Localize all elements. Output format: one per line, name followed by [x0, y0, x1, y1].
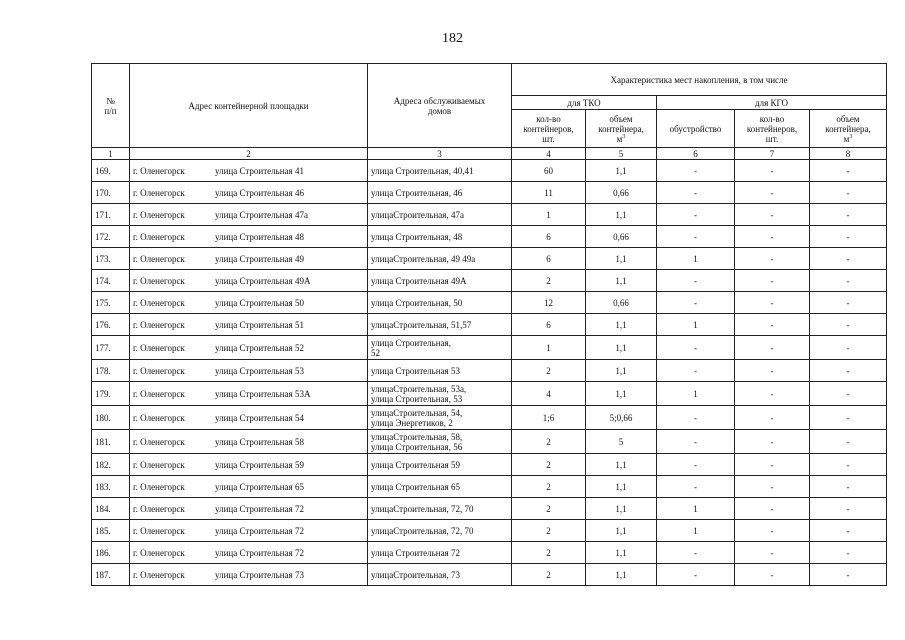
tko-count: 1;6: [512, 406, 586, 430]
row-number: 169.: [92, 160, 130, 182]
row-number: 179.: [92, 382, 130, 406]
table-row: [92, 270, 887, 292]
tko-count: 6: [512, 248, 586, 270]
kgo-count: -: [735, 406, 810, 430]
address-street: улица Строительная 41: [215, 165, 304, 176]
page-number: 182: [442, 31, 463, 46]
address-city: г. Оленегорск: [133, 253, 185, 264]
address-city: г. Оленегорск: [133, 187, 185, 198]
site-address: [130, 382, 368, 406]
tko-volume: 5;0,66: [586, 406, 657, 430]
address-city: г. Оленегорск: [133, 569, 185, 580]
tko-count: 2: [512, 430, 586, 454]
row-number: 177.: [92, 336, 130, 360]
tko-volume: 0,66: [586, 226, 657, 248]
kgo-volume: -: [810, 382, 887, 406]
tko-count: 2: [512, 454, 586, 476]
served-houses: улица Строительная, 50: [368, 292, 512, 314]
table-body: [92, 160, 887, 586]
kgo-count: -: [735, 476, 810, 498]
tko-count: 6: [512, 314, 586, 336]
address-street: улица Строительная 73: [215, 569, 304, 580]
kgo-volume: -: [810, 204, 887, 226]
kgo-equipment: -: [657, 430, 735, 454]
header-tko: для ТКО: [512, 96, 657, 110]
site-address: [130, 454, 368, 476]
tko-volume: 1,1: [586, 270, 657, 292]
header-num: № п/п: [92, 64, 130, 148]
tko-count: 2: [512, 360, 586, 382]
tko-count: 2: [512, 520, 586, 542]
kgo-equipment: -: [657, 226, 735, 248]
cubic-superscript: 3: [849, 133, 853, 140]
address-street: улица Строительная 50: [215, 297, 304, 308]
kgo-volume: -: [810, 406, 887, 430]
site-address: [130, 520, 368, 542]
kgo-count: -: [735, 182, 810, 204]
kgo-volume: -: [810, 476, 887, 498]
address-street: улица Строительная 49: [215, 253, 304, 264]
tko-count: 2: [512, 270, 586, 292]
tko-count: 6: [512, 226, 586, 248]
table-row: [92, 160, 887, 182]
table-row: [92, 382, 887, 406]
header-characteristics: Характеристика мест накопления, в том числе: [512, 64, 887, 96]
header-kgo-equipment: обустройство: [657, 110, 735, 148]
kgo-count: -: [735, 248, 810, 270]
address-city: г. Оленегорск: [133, 412, 185, 423]
site-address: [130, 182, 368, 204]
row-number: 180.: [92, 406, 130, 430]
table-row: [92, 292, 887, 314]
tko-volume: 0,66: [586, 292, 657, 314]
served-houses: улица Строительная 49А: [368, 270, 512, 292]
tko-volume: 5: [586, 430, 657, 454]
column-number: 4: [512, 148, 586, 160]
kgo-count: -: [735, 160, 810, 182]
served-houses: улицаСтроительная, 72, 70: [368, 520, 512, 542]
kgo-count: -: [735, 498, 810, 520]
kgo-count: -: [735, 564, 810, 586]
site-address: [130, 564, 368, 586]
row-number: 183.: [92, 476, 130, 498]
address-street: улица Строительная 53А: [215, 388, 311, 399]
tko-volume: 1,1: [586, 160, 657, 182]
kgo-equipment: -: [657, 160, 735, 182]
served-houses: улица Строительная 65: [368, 476, 512, 498]
kgo-volume: -: [810, 270, 887, 292]
site-address: [130, 360, 368, 382]
tko-volume: 1,1: [586, 454, 657, 476]
kgo-volume: -: [810, 336, 887, 360]
site-address: [130, 336, 368, 360]
site-address: [130, 292, 368, 314]
site-address: [130, 248, 368, 270]
header-kgo-count: кол-во контейнеров, шт.: [735, 110, 810, 148]
kgo-volume: -: [810, 454, 887, 476]
row-number: 176.: [92, 314, 130, 336]
address-city: г. Оленегорск: [133, 319, 185, 330]
column-number: 5: [586, 148, 657, 160]
address-street: улица Строительная 72: [215, 525, 304, 536]
kgo-count: -: [735, 454, 810, 476]
served-houses: улица Строительная 72: [368, 542, 512, 564]
kgo-volume: -: [810, 226, 887, 248]
kgo-equipment: -: [657, 406, 735, 430]
row-number: 187.: [92, 564, 130, 586]
table-row: [92, 542, 887, 564]
tko-volume: 1,1: [586, 382, 657, 406]
kgo-equipment: 1: [657, 314, 735, 336]
kgo-count: -: [735, 430, 810, 454]
served-houses: улицаСтроительная, 58, улица Строительная, 56: [368, 430, 512, 454]
table-row: [92, 248, 887, 270]
kgo-equipment: 1: [657, 382, 735, 406]
table-row: [92, 454, 887, 476]
kgo-count: -: [735, 360, 810, 382]
kgo-equipment: -: [657, 476, 735, 498]
address-city: г. Оленегорск: [133, 165, 185, 176]
kgo-equipment: 1: [657, 248, 735, 270]
served-houses: улицаСтроительная, 47а: [368, 204, 512, 226]
address-city: г. Оленегорск: [133, 436, 185, 447]
kgo-count: -: [735, 204, 810, 226]
kgo-count: -: [735, 382, 810, 406]
address-city: г. Оленегорск: [133, 503, 185, 514]
column-number: 8: [810, 148, 887, 160]
kgo-volume: -: [810, 430, 887, 454]
address-street: улица Строительная 53: [215, 365, 304, 376]
address-street: улица Строительная 65: [215, 481, 304, 492]
served-houses: улицаСтроительная, 53а, улица Строительная, 53: [368, 382, 512, 406]
kgo-equipment: -: [657, 454, 735, 476]
table-row: [92, 476, 887, 498]
address-street: улица Строительная 46: [215, 187, 304, 198]
address-street: улица Строительная 51: [215, 319, 304, 330]
tko-count: 60: [512, 160, 586, 182]
tko-volume: 1,1: [586, 564, 657, 586]
tko-volume: 1,1: [586, 248, 657, 270]
served-houses: улица Строительная, 40,41: [368, 160, 512, 182]
row-number: 184.: [92, 498, 130, 520]
kgo-equipment: 1: [657, 520, 735, 542]
kgo-count: -: [735, 226, 810, 248]
kgo-equipment: -: [657, 542, 735, 564]
tko-count: 11: [512, 182, 586, 204]
tko-count: 2: [512, 564, 586, 586]
served-houses: улицаСтроительная, 73: [368, 564, 512, 586]
tko-volume: 1,1: [586, 314, 657, 336]
kgo-equipment: -: [657, 292, 735, 314]
site-address: [130, 226, 368, 248]
site-address: [130, 542, 368, 564]
row-number: 175.: [92, 292, 130, 314]
column-number: 3: [368, 148, 512, 160]
row-number: 181.: [92, 430, 130, 454]
column-number: 6: [657, 148, 735, 160]
header-kgo: для КГО: [657, 96, 887, 110]
kgo-equipment: -: [657, 360, 735, 382]
column-number: 2: [130, 148, 368, 160]
address-city: г. Оленегорск: [133, 459, 185, 470]
tko-volume: 1,1: [586, 336, 657, 360]
kgo-volume: -: [810, 360, 887, 382]
kgo-volume: -: [810, 498, 887, 520]
table-row: [92, 520, 887, 542]
table-row: [92, 336, 887, 360]
table-row: [92, 204, 887, 226]
kgo-equipment: -: [657, 182, 735, 204]
tko-volume: 0,66: [586, 182, 657, 204]
served-houses: улицаСтроительная, 72, 70: [368, 498, 512, 520]
tko-volume: 1,1: [586, 520, 657, 542]
served-houses: улицаСтроительная, 49 49а: [368, 248, 512, 270]
row-number: 186.: [92, 542, 130, 564]
tko-count: 2: [512, 476, 586, 498]
table-row: [92, 314, 887, 336]
address-city: г. Оленегорск: [133, 275, 185, 286]
kgo-count: -: [735, 270, 810, 292]
tko-count: 2: [512, 542, 586, 564]
served-houses: улица Строительная, 52: [368, 336, 512, 360]
column-number: 1: [92, 148, 130, 160]
header-site-address: Адрес контейнерной площадки: [130, 64, 368, 148]
address-city: г. Оленегорск: [133, 342, 185, 353]
kgo-equipment: -: [657, 564, 735, 586]
column-number: 7: [735, 148, 810, 160]
header-tko-count: кол-во контейнеров, шт.: [512, 110, 586, 148]
address-street: улица Строительная 49А: [215, 275, 311, 286]
served-houses: улица Строительная, 46: [368, 182, 512, 204]
table-row: [92, 360, 887, 382]
site-address: [130, 314, 368, 336]
tko-count: 1: [512, 204, 586, 226]
site-address: [130, 498, 368, 520]
address-street: улица Строительная 72: [215, 547, 304, 558]
row-number: 172.: [92, 226, 130, 248]
row-number: 173.: [92, 248, 130, 270]
kgo-volume: -: [810, 160, 887, 182]
kgo-volume: -: [810, 248, 887, 270]
tko-volume: 1,1: [586, 204, 657, 226]
kgo-count: -: [735, 336, 810, 360]
row-number: 174.: [92, 270, 130, 292]
address-street: улица Строительная 47а: [215, 209, 308, 220]
tko-count: 12: [512, 292, 586, 314]
address-city: г. Оленегорск: [133, 231, 185, 242]
kgo-count: -: [735, 314, 810, 336]
kgo-equipment: -: [657, 336, 735, 360]
kgo-equipment: -: [657, 204, 735, 226]
site-address: [130, 160, 368, 182]
kgo-volume: -: [810, 542, 887, 564]
address-street: улица Строительная 54: [215, 412, 304, 423]
address-city: г. Оленегорск: [133, 481, 185, 492]
site-address: [130, 270, 368, 292]
container-sites-table: [91, 63, 887, 586]
column-number-row: [92, 148, 887, 160]
kgo-volume: -: [810, 314, 887, 336]
kgo-volume: -: [810, 182, 887, 204]
row-number: 170.: [92, 182, 130, 204]
cubic-superscript: 3: [622, 133, 626, 140]
address-city: г. Оленегорск: [133, 547, 185, 558]
address-city: г. Оленегорск: [133, 525, 185, 536]
row-number: 171.: [92, 204, 130, 226]
header-served-houses: Адреса обслуживаемых домов: [368, 64, 512, 148]
header-tko-volume: объем контейнера, $м^3$: [586, 110, 657, 148]
kgo-volume: -: [810, 292, 887, 314]
tko-count: 4: [512, 382, 586, 406]
table-row: [92, 182, 887, 204]
kgo-equipment: 1: [657, 498, 735, 520]
kgo-volume: -: [810, 564, 887, 586]
tko-volume: 1,1: [586, 360, 657, 382]
tko-volume: 1,1: [586, 476, 657, 498]
address-street: улица Строительная 52: [215, 342, 304, 353]
tko-count: 1: [512, 336, 586, 360]
row-number: 178.: [92, 360, 130, 382]
served-houses: улица Строительная 53: [368, 360, 512, 382]
address-city: г. Оленегорск: [133, 209, 185, 220]
table-row: [92, 430, 887, 454]
served-houses: улицаСтроительная, 54, улица Энергетиков, 2: [368, 406, 512, 430]
served-houses: улица Строительная, 48: [368, 226, 512, 248]
site-address: [130, 476, 368, 498]
address-street: улица Строительная 59: [215, 459, 304, 470]
kgo-volume: -: [810, 520, 887, 542]
kgo-count: -: [735, 292, 810, 314]
served-houses: улицаСтроительная, 51,57: [368, 314, 512, 336]
address-street: улица Строительная 48: [215, 231, 304, 242]
address-street: улица Строительная 72: [215, 503, 304, 514]
served-houses: улица Строительная 59: [368, 454, 512, 476]
site-address: [130, 430, 368, 454]
address-city: г. Оленегорск: [133, 297, 185, 308]
table-row: [92, 564, 887, 586]
address-street: улица Строительная 58: [215, 436, 304, 447]
header-kgo-volume: объем контейнера, $м^3$: [810, 110, 887, 148]
kgo-count: -: [735, 542, 810, 564]
site-address: [130, 406, 368, 430]
tko-volume: 1,1: [586, 542, 657, 564]
site-address: [130, 204, 368, 226]
table-row: [92, 406, 887, 430]
address-city: г. Оленегорск: [133, 388, 185, 399]
row-number: 182.: [92, 454, 130, 476]
table-row: [92, 498, 887, 520]
tko-count: 2: [512, 498, 586, 520]
row-number: 185.: [92, 520, 130, 542]
address-city: г. Оленегорск: [133, 365, 185, 376]
table-row: [92, 226, 887, 248]
tko-volume: 1,1: [586, 498, 657, 520]
kgo-count: -: [735, 520, 810, 542]
kgo-equipment: -: [657, 270, 735, 292]
